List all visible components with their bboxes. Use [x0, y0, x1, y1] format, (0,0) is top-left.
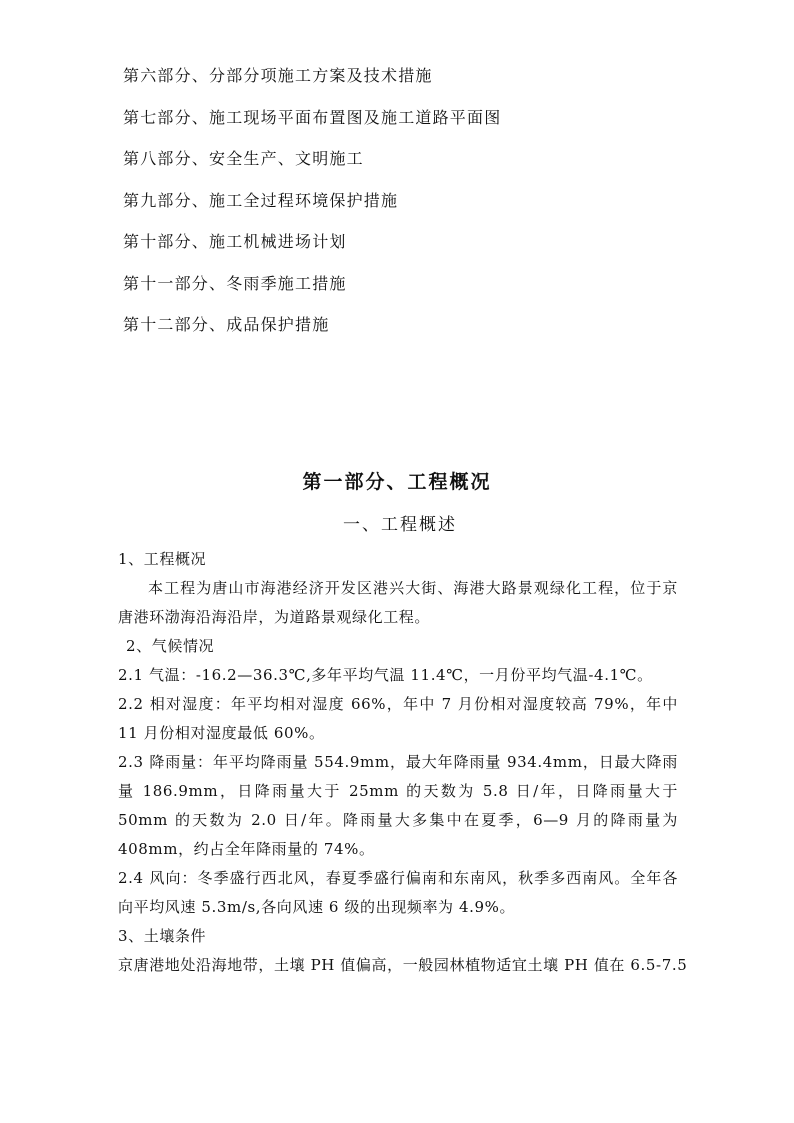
heading-project-overview: 1、工程概况: [118, 550, 207, 568]
toc-item: 第八部分、安全生产、文明施工: [123, 149, 364, 168]
document-body: [118, 545, 688, 980]
paragraph-temperature: 2.1 气温：-16.2—36.3℃,多年平均气温 11.4℃，一月份平均气温-4.1℃。: [118, 666, 653, 684]
toc-item: 第六部分、分部分项施工方案及技术措施: [123, 66, 433, 85]
paragraph-soil: 京唐港地处沿海地带，土壤 PH 值偏高，一般园林植物适宜土壤 PH 值在 6.5-7.5: [118, 956, 688, 974]
paragraph-project-overview: 本工程为唐山市海港经济开发区港兴大街、海港大路景观绿化工程，位于京唐港环渤海沿海沿岸，为道路景观绿化工程。: [118, 579, 678, 626]
heading-soil: 3、土壤条件: [118, 927, 207, 945]
section-subtitle: 一、工程概述: [343, 515, 457, 535]
heading-climate: 2、气候情况: [126, 637, 215, 655]
toc-item: 第七部分、施工现场平面布置图及施工道路平面图: [123, 107, 502, 127]
toc-item: 第九部分、施工全过程环境保护措施: [123, 190, 399, 210]
section-title: 第一部分、工程概况: [302, 471, 492, 493]
paragraph-rainfall: 2.3 降雨量：年平均降雨量 554.9mm，最大年降雨量 934.4mm，日最大降雨量 186.9mm，日降雨量大于 25mm 的天数为 5.8 日/年，日降雨量大于 50mm 的天数为 2.0 日/年。降雨量大多集中在夏季，6—9 月的降雨量为 408mm，约占全年降雨量的 74%。: [118, 753, 678, 858]
toc-item: 第十一部分、冬雨季施工措施: [123, 273, 347, 293]
toc-item: 第十二部分、成品保护措施: [123, 315, 330, 334]
paragraph-humidity: 2.2 相对湿度：年平均相对湿度 66%，年中 7 月份相对湿度较高 79%，年中 11 月份相对湿度最低 60%。: [118, 695, 678, 742]
table-of-contents: [123, 66, 501, 357]
paragraph-wind: 2.4 风向：冬季盛行西北风，春夏季盛行偏南和东南风，秋季多西南风。全年各向平均风速 5.3m/s,各向风速 6 级的出现频率为 4.9%。: [118, 869, 678, 916]
toc-item: 第十部分、施工机械进场计划: [123, 232, 347, 251]
